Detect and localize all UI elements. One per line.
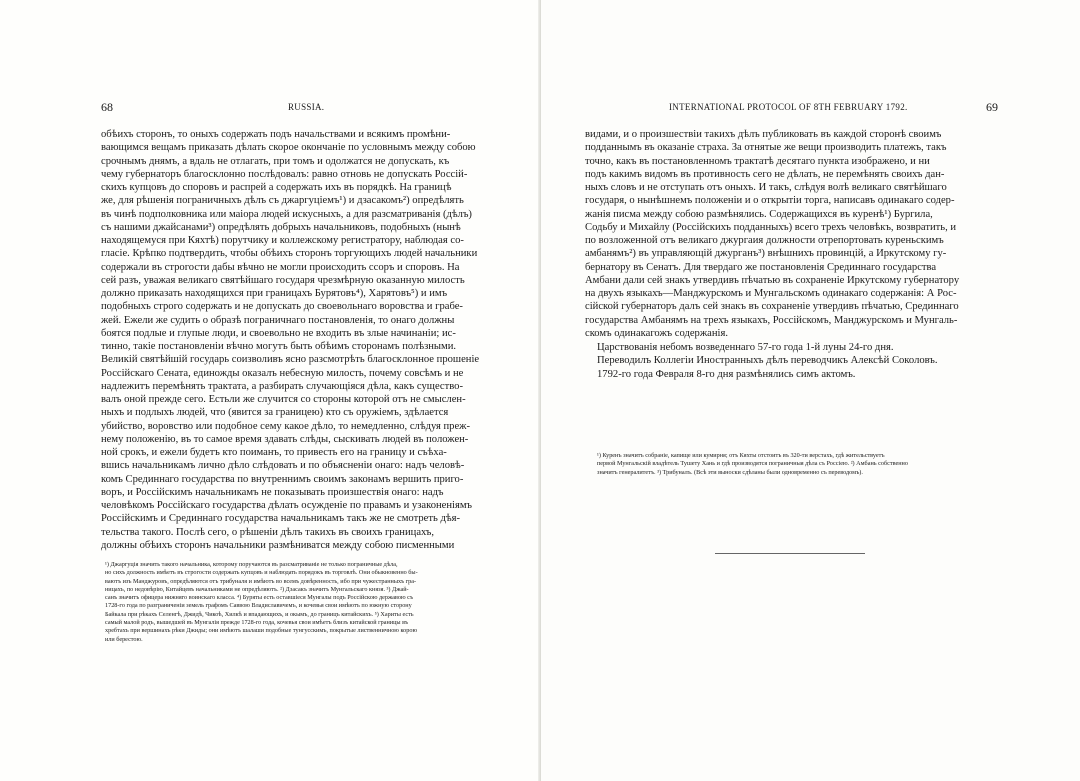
footnote-line: но сихъ должность имѣетъ въ строгости содержать купцовъ и наблюдать порядокъ въ торговлѣ. Они обыкновенно бы- <box>105 569 418 577</box>
footnote-line: самый малой родъ, вышедшей въ Мунгалія прежде 1728-го года, кочевья свои имѣетъ близъ китайской границы въ <box>105 619 409 627</box>
text-line: содержали въ строгости дабы вѣчно не могли происходить ссоръ и споровъ. На <box>101 261 460 273</box>
text-line: Амбани дали сей знакъ утвердивъ пѣчатью въ сохраненіе Иркутскому губернатору <box>585 274 960 286</box>
footnote-line: хребтахъ при вершинахъ рѣки Джиды; они имѣютъ шалаши подобные тунгусскимъ, покрытые лиственничною корою <box>105 627 418 635</box>
closing-line: 1792-го года Февраля 8-го дня размѣнялись симъ актомъ. <box>597 368 856 380</box>
text-line: убийство, воровство или подобное сему какое дѣло, то немедленно, слѣдуя преж- <box>101 420 471 432</box>
left-footnotes <box>105 561 515 644</box>
left-running-head: RUSSIA. <box>288 102 325 112</box>
footnote-line: ¹) Куренъ значитъ собраніе, капище или кумирня; отъ Кяхты отстоитъ въ 320-ти верстахъ, гдѣ жительствуетъ <box>597 452 885 459</box>
footnote-line: Байкала при рѣкахъ Селенгѣ, Джидѣ, Чикоѣ, Хилкѣ и впадающихъ, и окымъ, до границъ китайскихъ. ⁵) Хариты есть <box>105 610 414 618</box>
footnote-line: ницахъ, по недовѣрію, Китайцевъ начальниками не опредѣляютъ. ²) Дзасакъ значитъ Мунгальскаго князя. ³) Джай- <box>105 585 409 593</box>
text-line: комъ Срединнаго государства по внутреннимъ своимъ законамъ вершить приго- <box>101 473 464 485</box>
text-line: воръ, и Россійскимъ начальникамъ не показывать произшествія онаго: надъ <box>101 486 444 498</box>
end-rule <box>715 553 865 554</box>
text-line: подобныхъ строго содержать и не допускать до своевольнаго воровства и грабе- <box>101 301 463 313</box>
text-line: видами, и о произшествіи такихъ дѣлъ публиковать въ каждой сторонѣ своимъ <box>585 129 942 140</box>
text-line: срочнымъ днямъ, а вдаль не отлагать, при томъ и одолжатся не допускать, къ <box>101 155 450 167</box>
text-line: боятся подлые и глупые люди, и своевольно не входить въ злые начинаніи; ис- <box>101 327 456 339</box>
right-body-text <box>585 128 998 340</box>
text-line: сей разъ, уважая великаго святѣйшаго государя чрезмѣрную оказанную милость <box>101 274 465 286</box>
text-line: амбанямъ²) въ управляющій джурганъ³) внѣшнихъ провинцій, а Иркутскому гу- <box>585 248 947 260</box>
right-page <box>541 0 1080 781</box>
text-line: вшись начальникамъ лично дѣло слѣдовать и по объясненіи онаго: надъ человѣ- <box>101 460 465 472</box>
text-line: подданнымъ въ оказаніе страха. За отнятые же вещи производить платежъ, такъ <box>585 142 947 154</box>
left-page-number: 68 <box>101 100 113 114</box>
text-line: сійской губернаторъ далъ сей знакъ въ сохраненіе утвердивъ пѣчатью, Срединнаго <box>585 301 959 313</box>
footnote-line: ваютъ изъ Манджуровъ, опредѣляются отъ трибуналя и имѣютъ во всемъ довѣренность, ибо при чужестранныхъ гра- <box>105 577 417 585</box>
text-line: въ чинѣ подполковника или маіора людей искусныхъ, а для разсматриванія (дѣлъ) <box>101 208 472 220</box>
text-line: Россійскимъ и Срединнаго государства начальникамъ такъ же не смотреть дѣя- <box>101 513 460 525</box>
closing-line: Царствованія небомъ возведеннаго 57-го года 1-й луны 24-го дня. <box>597 342 894 353</box>
left-body-text <box>101 128 515 552</box>
text-line: находящемуся при Кяхтѣ) порутчику и коллежскому регистратору, наблюдая со- <box>101 235 464 246</box>
text-line: должны обѣихъ сторонъ начальники размѣниватся между собою писменными <box>101 539 455 551</box>
text-line: Содьбу и Михайлу (Россійскихъ подданныхъ) всего трехъ человѣкъ, возвратить, и <box>585 221 957 233</box>
right-running-head: INTERNATIONAL PROTOCOL OF 8TH FEBRUARY 1792. <box>669 102 908 112</box>
text-line: на двухъ языкахъ—Манджурскомъ и Мунгальскомъ одинакаго содержанія: А Рос- <box>585 288 957 299</box>
text-line: бернатору въ Сенатъ. Для твердаго же постановленія Срединнаго государства <box>585 261 937 273</box>
text-line: ныхъ и подлыхъ людей, что (явится за границею) кто съ оружіемъ, здѣлается <box>101 407 449 419</box>
right-closing-text <box>597 341 997 381</box>
text-line: съ нашими джайсанами³) опредѣлять добрыхъ начальниковъ, подобныхъ (нынѣ <box>101 221 461 233</box>
text-line: надлежитъ перемѣнять трактата, а разбирать случающіяся дѣла, какъ существо- <box>101 380 463 392</box>
footnote-line: значитъ генералитетъ. ³) Трибуналъ. (Всѣ эти выноски сдѣланы были одновременно съ переводомъ). <box>597 468 863 476</box>
text-line: ныхъ словъ и не отступать отъ оныхъ. И такъ, слѣдуя волѣ великаго святѣйшаго <box>585 182 947 193</box>
text-line: нему положенію, въ то самое время здавать слѣды, сыскивать людей въ положен- <box>101 433 469 445</box>
text-line: должно приказать находящихся при границахъ Бурятовъ⁴), Харятовъ⁵) и имъ <box>101 288 448 299</box>
right-footnotes <box>597 452 999 477</box>
text-line: тельства такого. Послѣ сего, о рѣшеніи дѣлъ такихъ въ своихъ границахъ, <box>101 526 435 538</box>
footnote-line: 1728-го года по разграниченіи земель графомъ Саввою Владиславичемъ, и кочевья свои имѣютъ по южную сторону <box>105 602 412 610</box>
text-line: жей. Ежели же судить о образѣ пограничнаго постановленія, то онаго должны <box>101 314 455 326</box>
footnote-line: первой Мунгальскій владѣтель Тушету Хань и гдѣ производятся пограничныя дѣла съ Россіею. ²) Амбань собственно <box>597 460 908 468</box>
text-line: подъ какимъ видомъ въ противность сего не дѣлать, не перемѣнять своихъ дан- <box>585 168 945 180</box>
text-line: человѣкомъ Россійскаго государства дѣлать осужденіе по правамъ и узаконеніямъ <box>101 500 473 511</box>
text-line: вающимся вещамъ приказать дѣлать скорое окончаніе по условнымъ между собою <box>101 142 476 154</box>
right-page-number: 69 <box>986 100 998 114</box>
footnote-line: ¹) Джаргуція значить такого начальника, которому поручаются въ разсматриваніе не только пограничные дѣла, <box>105 561 398 568</box>
text-line: по возложенной отъ великаго джургаия должности отрепортовать куреньскимъ <box>585 235 944 246</box>
text-line: Великій святѣйшій государь соизволивъ ясно разсмотрѣть благосклонное прошеніе <box>101 354 480 366</box>
text-line: валъ оной прежде сего. Естьли же случится со стороны которой отъ не смыслен- <box>101 394 466 405</box>
text-line: Россійскаго Сената, единожды оказалъ небесную милость, почему совсѣмъ и не <box>101 367 464 379</box>
text-line: скихъ купцовъ до споровъ и распрей а содержать ихъ въ порядкѣ. На границѣ <box>101 182 452 193</box>
footnote-line: или берестою. <box>105 635 143 643</box>
footnote-line: санъ значитъ офицера нижняго воинскаго класса. ⁴) Буряты есть оставшіеся Мунгалы подъ Россійскою державою съ <box>105 594 414 602</box>
text-line: обѣихъ сторонъ, то оныхъ содержать подъ начальствами и всякимъ промѣни- <box>101 129 451 140</box>
text-line: гласіе. Крѣпко подтвердить, чтобы обѣихъ сторонъ торгующихъ людей начальники <box>101 248 478 260</box>
text-line: жанія писма между собою размѣнялись. Содержащихся въ куренѣ¹) Бургила, <box>585 208 933 220</box>
text-line: чему губернаторъ благосклонно послѣдовалъ: равно отновь не допускать Россій- <box>101 168 468 180</box>
text-line: государства Амбанямъ на трехъ языкахъ, Россійскомъ, Манджурскомъ и Мунгаль- <box>585 314 958 326</box>
closing-line: Переводилъ Коллегіи Иностранныхъ дѣлъ переводчикъ Алексѣй Соколовъ. <box>597 355 938 367</box>
text-line: ной срокъ, и ежели будетъ кто поиманъ, то привесть его на границу и съѣха- <box>101 447 447 458</box>
text-line: скомъ одинакагожъ содержанія. <box>585 327 729 339</box>
text-line: точно, какъ въ постановленномъ трактатѣ десятаго пункта изображено, и ни <box>585 155 930 167</box>
text-line: же, для рѣшенія пограничныхъ дѣлъ съ джаргуціемъ¹) и дзасакомъ²) опредѣлять <box>101 195 464 207</box>
text-line: государя, о нынѣшнемъ положеніи и о открытіи торга, написавъ одинакаго содер- <box>585 195 955 207</box>
text-line: тинно, такіе постановленіи вѣчно могутъ быть обѣимъ сторонамъ полѣзными. <box>101 341 457 352</box>
